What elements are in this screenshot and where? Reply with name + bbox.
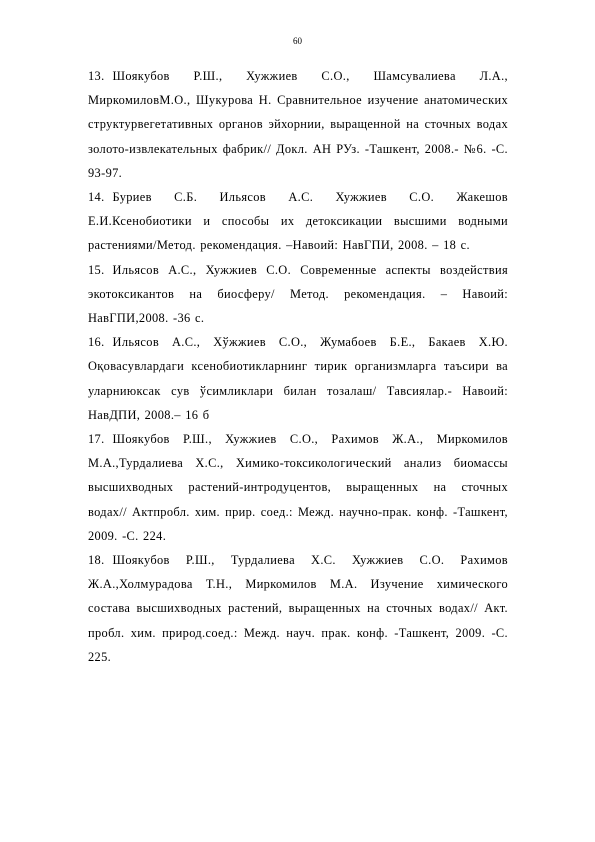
reference-text: Шоякубов Р.Ш., Хужжиев С.О., Рахимов Ж.А., Миркомилов М.А.,Турдалиева Х.С., Химико-токсикологический анализ биомассы высшихводных растений-интродуцентов, выращенных на сточных водах// Актпробл. хим. прир. соед.: Межд. научно-прак. конф. -Ташкент, 2009. -С. 224. — [88, 432, 508, 543]
reference-text: Шоякубов Р.Ш., Турдалиева Х.С. Хужжиев С.О. Рахимов Ж.А.,Холмурадова Т.Н., Миркомилов М.А. Изучение химического состава высшихводных растений, выращенных на сточных водах// Акт. пробл. хим. природ.соед.: Межд. науч. прак. конф. -Ташкент, 2009. -С. 225. — [88, 553, 508, 664]
page-number: 60 — [293, 36, 302, 46]
reference-number: 17. — [88, 432, 105, 447]
reference-item — [88, 185, 508, 258]
reference-number: 13. — [88, 69, 105, 83]
reference-text: Ильясов А.С., Хўжжиев С.О., Жумабоев Б.Е., Бакаев Х.Ю. Оқовасувлардаги ксенобиотикларнинг тирик организмларга таъсири ва уларниюксак сув ўсимликлари билан тозалаш/ Тавсиялар.- Навоий: НавДПИ, 2008.– 16 б — [88, 335, 508, 422]
reference-number: 16. — [88, 335, 105, 350]
reference-item — [88, 64, 508, 185]
reference-item — [88, 548, 508, 669]
reference-number: 15. — [88, 262, 105, 277]
reference-item — [88, 427, 508, 548]
reference-text: Ильясов А.С., Хужжиев С.О. Современные аспекты воздействия экотоксикантов на биосферу/ Метод. рекомендация. – Навоий: НавГПИ,2008. -36 с. — [88, 262, 508, 326]
reference-item — [88, 258, 508, 331]
reference-list — [88, 64, 508, 669]
reference-number: 18. — [88, 553, 105, 568]
reference-item — [88, 330, 508, 427]
reference-text: Шоякубов Р.Ш., Хужжиев С.О., Шамсувалиева Л.А., МиркомиловМ.О., Шукурова Н. Сравнительное изучение анатомических структурвегетативных органов эйхорнии, выращенной на сточных водах золото-извлекательных фабрик// Докл. АН РУз. -Ташкент, 2008.- №6. -С. 93-97. — [88, 69, 508, 180]
reference-number: 14. — [88, 190, 105, 205]
reference-text: Буриев С.Б. Ильясов А.С. Хужжиев С.О. Жакешов Е.И.Ксенобиотики и способы их детоксикации высшими водными растениями/Метод. рекомендация. –Навоий: НавГПИ, 2008. – 18 с. — [88, 190, 508, 253]
